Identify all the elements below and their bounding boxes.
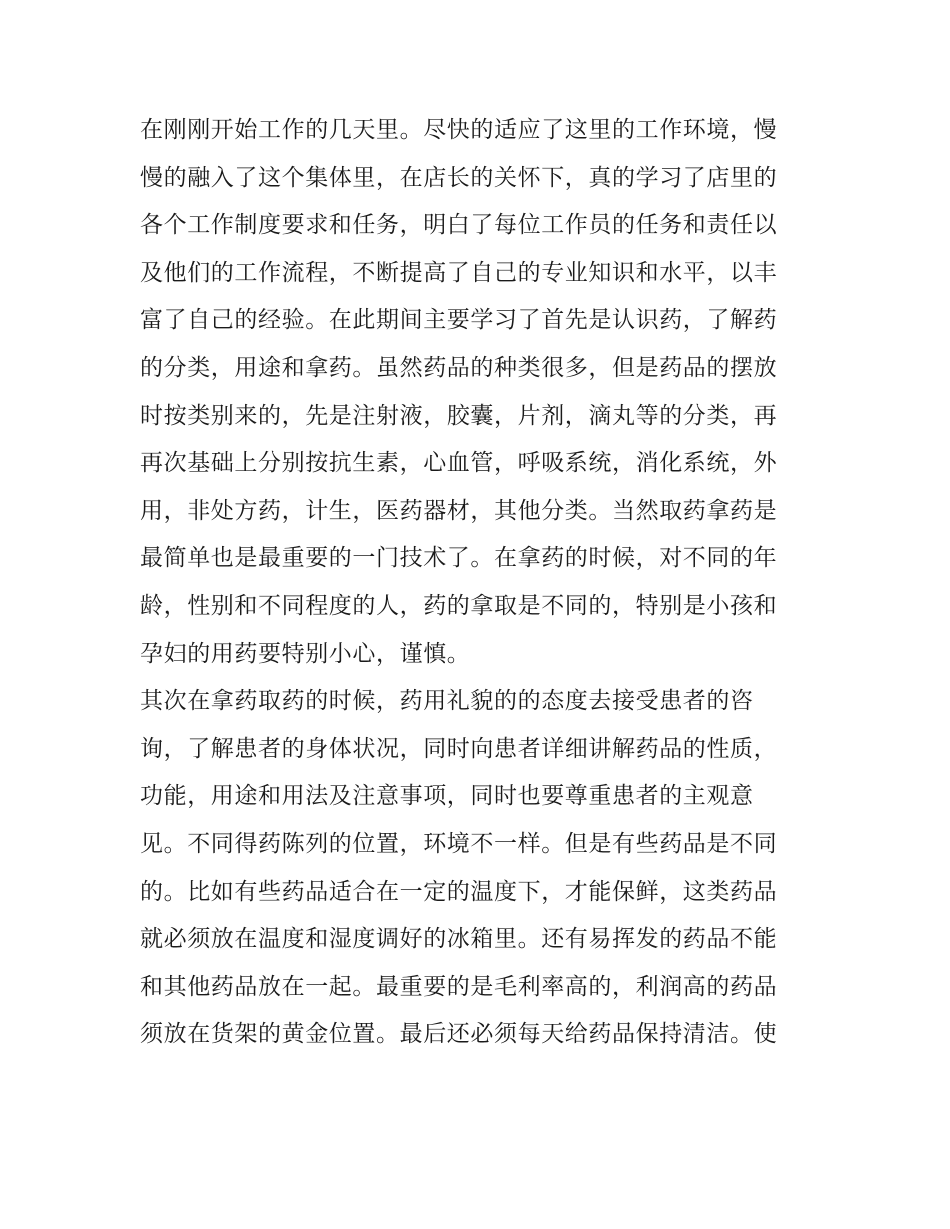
text-line: 孕妇的用药要特别小心，谨慎。 bbox=[140, 640, 471, 667]
text-line: 其次在拿药取药的时候，药用礼貌的的态度去接受患者的咨 bbox=[140, 688, 754, 715]
text-line: 须放在货架的黄金位置。最后还必须每天给药品保持清洁。使 bbox=[140, 1021, 778, 1048]
text-line: 见。不同得药陈列的位置，环境不一样。但是有些药品是不同 bbox=[140, 830, 778, 857]
body-text bbox=[140, 107, 820, 1059]
text-line: 和其他药品放在一起。最重要的是毛利率高的，利润高的药品 bbox=[140, 973, 778, 1000]
text-line: 各个工作制度要求和任务，明白了每位工作员的任务和责任以 bbox=[140, 212, 778, 239]
text-line: 龄，性别和不同程度的人，药的拿取是不同的，特别是小孩和 bbox=[140, 592, 778, 619]
text-line: 再次基础上分别按抗生素，心血管，呼吸系统，消化系统，外 bbox=[140, 450, 778, 477]
text-line: 富了自己的经验。在此期间主要学习了首先是认识药，了解药 bbox=[140, 307, 778, 334]
text-line: 最简单也是最重要的一门技术了。在拿药的时候，对不同的年 bbox=[140, 545, 778, 572]
text-line: 的分类，用途和拿药。虽然药品的种类很多，但是药品的摆放 bbox=[140, 354, 778, 381]
text-line: 在刚刚开始工作的几天里。尽快的适应了这里的工作环境，慢 bbox=[140, 117, 778, 143]
text-line: 用，非处方药，计生，医药器材，其他分类。当然取药拿药是 bbox=[140, 497, 778, 524]
text-line: 的。比如有些药品适合在一定的温度下，才能保鲜，这类药品 bbox=[140, 878, 778, 905]
text-line: 询，了解患者的身体状况，同时向患者详细讲解药品的性质， bbox=[140, 735, 778, 762]
text-line: 就必须放在温度和湿度调好的冰箱里。还有易挥发的药品不能 bbox=[140, 926, 778, 953]
text-line: 功能，用途和用法及注意事项，同时也要尊重患者的主观意 bbox=[140, 783, 754, 810]
text-line: 慢的融入了这个集体里，在店长的关怀下，真的学习了店里的 bbox=[140, 164, 778, 191]
text-line: 及他们的工作流程，不断提高了自己的专业知识和水平，以丰 bbox=[140, 259, 778, 286]
text-line: 时按类别来的，先是注射液，胶囊，片剂，滴丸等的分类，再 bbox=[140, 402, 778, 429]
